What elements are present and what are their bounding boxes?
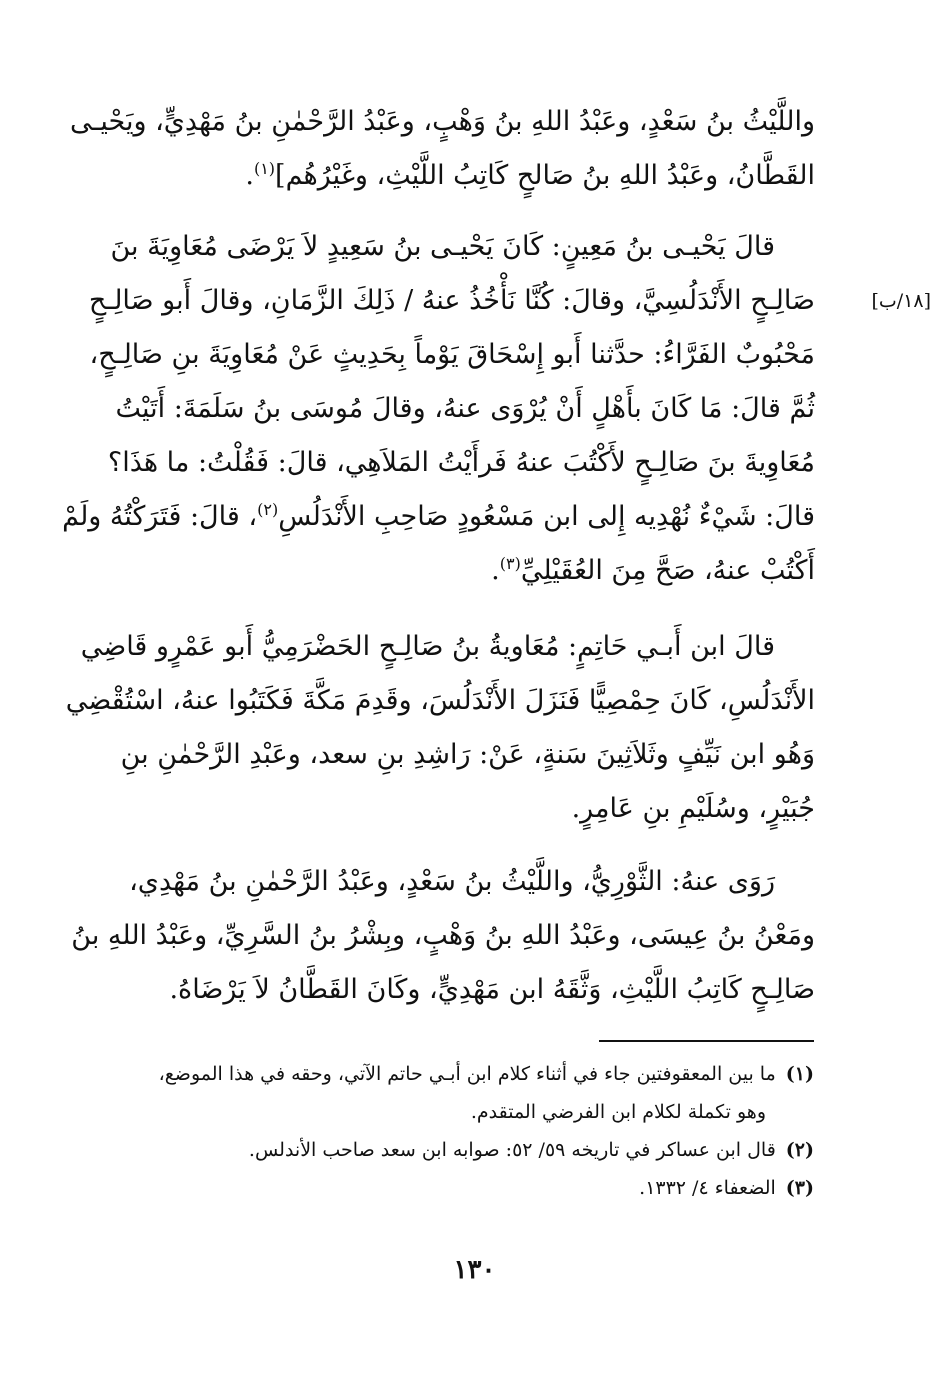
text-line: الأَنْدَلُسِ، كَانَ حِمْصِيًّا فَنَزَلَ الأَنْدَلُسَ، وقَدِمَ مَكَّةَ فَكَتَبُوا عنهُ، اسْتُقْضِي xyxy=(65,685,815,716)
footnote-number: (١) xyxy=(785,1063,814,1085)
footnote-number: (٢) xyxy=(785,1139,814,1161)
footnote-marker-3: (٣) xyxy=(499,554,521,573)
text-line: صَالِـحٍ كَاتِبُ اللَّيْثِ، وَثَّقَهُ ابن مَهْدِيٍّ، وكَانَ القَطَّانُ لاَ يَرْضَاهُ. xyxy=(169,974,815,1005)
text-fragment: أَكْتُبْ عنهُ، صَحَّ مِنَ العُقَيْلِيِّ xyxy=(520,555,815,586)
text-fragment: القَطَّانُ، وعَبْدُ اللهِ بنُ صَالحٍ كَاتِبُ اللَّيْثِ، وغَيْرُهُم] xyxy=(275,160,815,191)
paragraph-2 xyxy=(62,220,815,598)
text-line: وَهُو ابن نَيِّفٍ وثَلاَثِينَ سَنةٍ، عَنْ: رَاشِدِ بنِ سعد، وعَبْدِ الرَّحْمٰنِ بنِ xyxy=(120,739,815,770)
text-line: ومَعْنُ بنُ عِيسَى، وعَبْدُ اللهِ بنُ وَهْبٍ، وبِشْرُ بنُ السَّرِيِّ، وعَبْدُ اللهِ بنُ xyxy=(71,920,815,951)
text-line: جُبَيْرٍ، وسُلَيْمِ بنِ عَامِرٍ. xyxy=(571,793,815,824)
footnote-text: الضعفاء ٤/ ١٣٣٢. xyxy=(639,1177,776,1199)
text-line: صَالِـحٍ الأَنْدَلُسِيَّ، وقالَ: كُنَّا نَأْخُذُ عنهُ / ذَلِكَ الزَّمَانِ، وقالَ أَبو صَالِـحٍ xyxy=(88,285,815,316)
footnote-number: (٣) xyxy=(785,1177,814,1199)
footnote-1 xyxy=(94,1055,814,1093)
footnote-text: ما بين المعقوفتين جاء في أثناء كلام ابن أبـي حاتم الآتي، وحقه في هذا الموضع، xyxy=(158,1063,776,1085)
footnote-divider xyxy=(599,1040,814,1042)
text-line xyxy=(95,149,815,203)
text-line xyxy=(95,544,815,598)
text-line: مَحْبُوبٌ الفَرَّاءُ: حدَّثنا أَبو إِسْحَاقَ يَوْماً بِحَدِيثٍ عَنْ مُعَاوِيَةَ بنِ صَالِـحٍ، xyxy=(89,339,815,370)
footnote-2 xyxy=(94,1131,814,1169)
text-line: ثُمَّ قالَ: مَا كَانَ بأَهْلٍ أَنْ يُرْوَى عنهُ، وقالَ مُوسَى بنُ سَلَمَةَ: أَتَيْتُ xyxy=(115,393,815,424)
text-line: رَوَى عنهُ: الثَّوْرِيُّ، واللَّيْثُ بنُ سَعْدٍ، وعَبْدُ الرَّحْمٰنِ بنُ مَهْدِي، xyxy=(129,866,775,897)
text-line: قالَ ابن أَبـي حَاتِمٍ: مُعَاويةُ بنُ صَالِـحٍ الحَضْرَمِيُّ أَبو عَمْرٍو قَاضِي xyxy=(80,631,775,662)
page-number: ١٣٠ xyxy=(453,1255,496,1285)
text-line xyxy=(62,490,815,544)
footnotes xyxy=(94,1055,814,1207)
text-fragment: . xyxy=(245,160,254,191)
footnote-marker-2: (٢) xyxy=(257,500,279,519)
text-fragment: ، قالَ: فَتَرَكْتُهُ ولَمْ xyxy=(62,501,258,532)
text-fragment: قالَ: شَيْءٌ نُهْدِيه إِلى ابن مَسْعُودٍ صَاحِبِ الأَنْدَلُسِ xyxy=(278,501,815,532)
footnote-1-continuation: وهو تكملة لكلام ابن الفرضي المتقدم. xyxy=(470,1101,766,1123)
paragraph-3 xyxy=(65,620,815,836)
paragraph-1 xyxy=(69,95,815,203)
text-line: قالَ يَحْيـى بنُ مَعِينٍ: كَانَ يَحْيـى بنُ سَعِيدٍ لاَ يَرْضَى مُعَاوِيَةَ بنَ xyxy=(110,231,775,262)
footnote-marker-1: (١) xyxy=(253,159,276,178)
footnote-3 xyxy=(94,1169,814,1207)
text-line: واللَّيْثُ بنُ سَعْدٍ، وعَبْدُ اللهِ بنُ وَهْبٍ، وعَبْدُ الرَّحْمٰنِ بنُ مَهْدِيٍّ، ويَحْيـى xyxy=(69,106,815,137)
text-line: مُعَاوِيةَ بنَ صَالِـحٍ لأَكْتُبَ عنهُ فَرأَيْتُ المَلاَهِي، قالَ: فَقُلْتُ: ما هَذَا؟ xyxy=(107,447,815,478)
paragraph-4 xyxy=(71,855,815,1017)
footnote-text: قال ابن عساكر في تاريخه ٥٩/ ٥٢: صوابه ابن سعد صاحب الأندلس. xyxy=(248,1139,776,1161)
text-fragment: . xyxy=(491,555,500,586)
margin-folio-reference: [١٨/ب] xyxy=(871,290,931,312)
